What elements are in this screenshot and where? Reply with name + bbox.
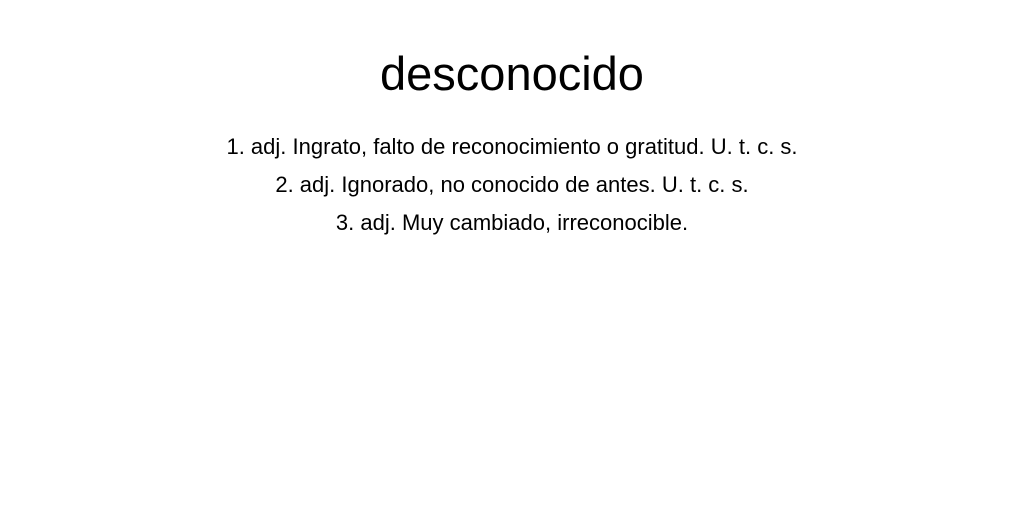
definition-item: 3. adj. Muy cambiado, irreconocible.	[335, 210, 689, 235]
definition-item: 1. adj. Ingrato, falto de reconocimiento o gratitud. U. t. c. s.	[226, 134, 798, 159]
entry-headword: desconocido	[380, 47, 644, 100]
definition-item: 2. adj. Ignorado, no conocido de antes. U. t. c. s.	[275, 172, 749, 197]
definition-list	[0, 128, 1024, 242]
